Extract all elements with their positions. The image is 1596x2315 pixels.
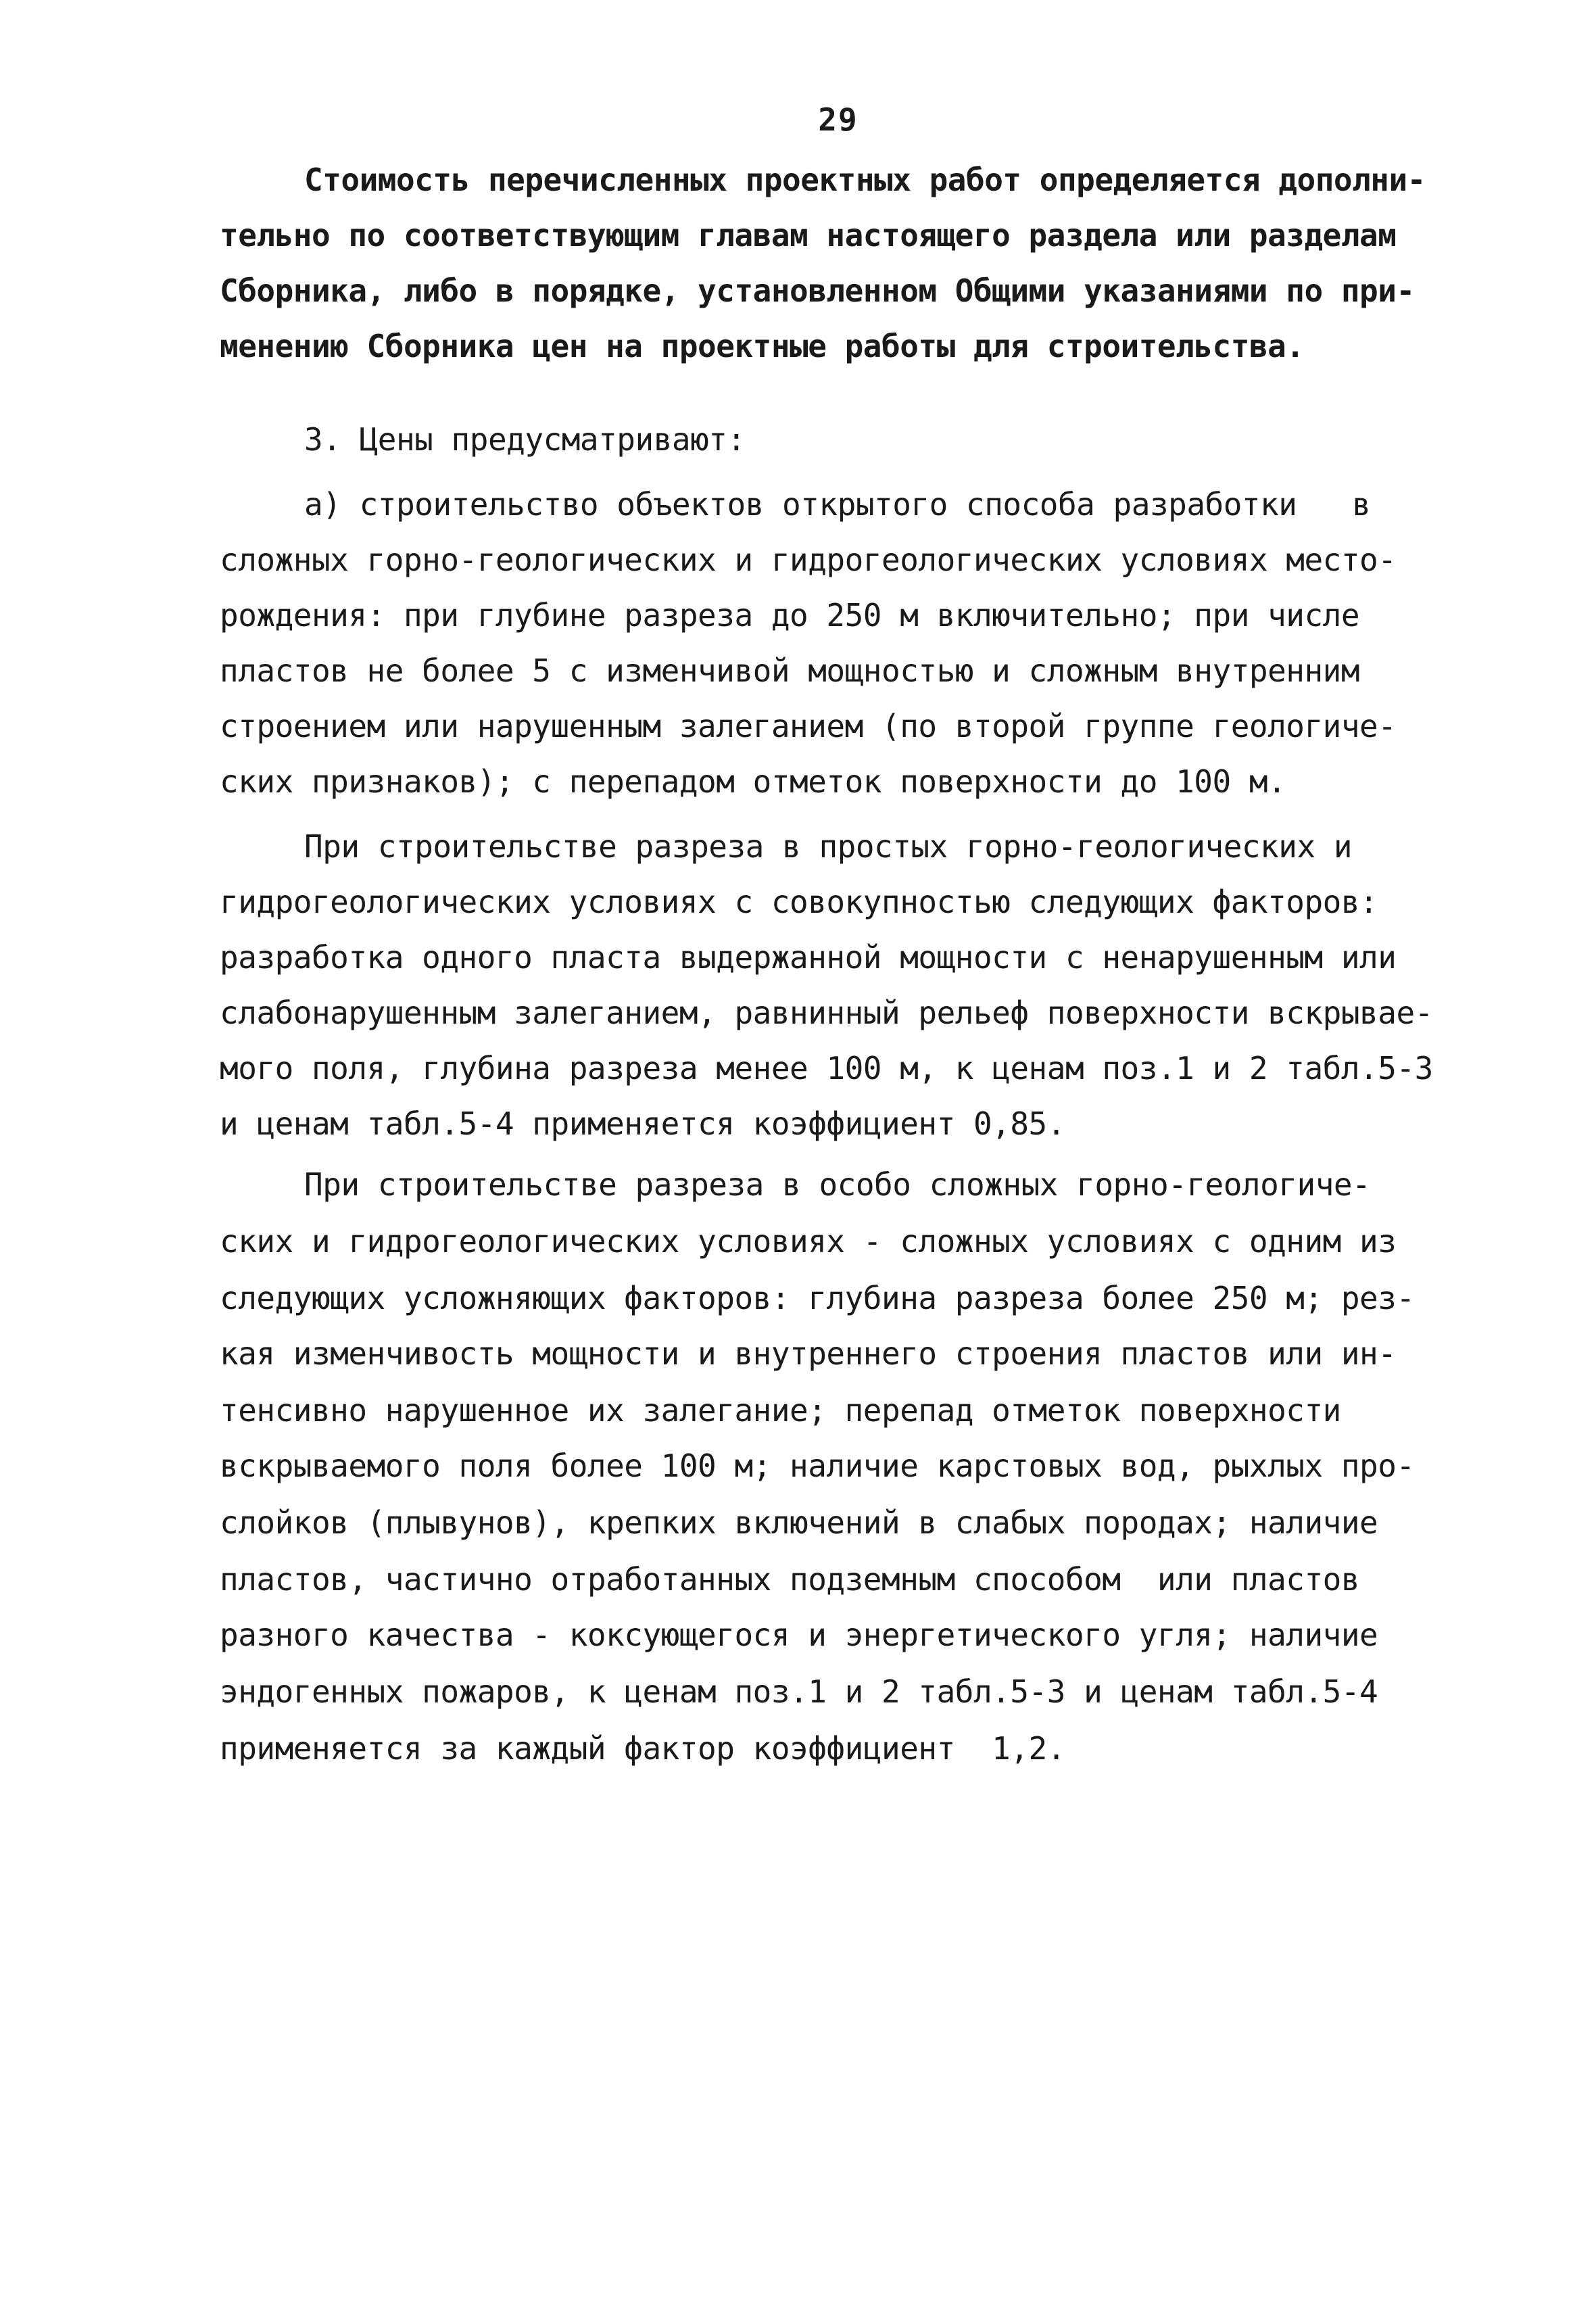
text-line: слабонарушенным залеганием, равнинный рельеф поверхности вскрывае- — [220, 995, 1433, 1031]
text-line: рождения: при глубине разреза до 250 м включительно; при числе — [220, 597, 1360, 634]
text-line: При строительстве разреза в особо сложных горно-геологиче- — [304, 1166, 1371, 1203]
text-line: Стоимость перечисленных проектных работ определяется дополни- — [304, 162, 1426, 198]
text-line: менению Сборника цен на проектные работы для строительства. — [220, 328, 1305, 364]
text-line: ских признаков); с перепадом отметок поверхности до 100 м. — [220, 763, 1286, 800]
text-line: разного качества - коксующегося и энергетического угля; наличие — [220, 1617, 1378, 1653]
text-line: ских и гидрогеологических условиях - сложных условиях с одним из — [220, 1223, 1397, 1260]
text-line: сложных горно-геологических и гидрогеологических условиях место- — [220, 542, 1397, 578]
text-line: применяется за каждый фактор коэффициент 1,2. — [220, 1730, 1065, 1767]
text-line: При строительстве разреза в простых горно-геологических и — [304, 828, 1353, 865]
text-line: слойков (плывунов), крепких включений в слабых породах; наличие — [220, 1504, 1378, 1541]
text-line: следующих усложняющих факторов: глубина разреза более 250 м; рез- — [220, 1280, 1415, 1316]
text-line: пластов не более 5 с изменчивой мощностью и сложным внутренним — [220, 652, 1360, 689]
text-line: эндогенных пожаров, к ценам поз.1 и 2 табл.5-3 и ценам табл.5-4 — [220, 1673, 1378, 1710]
text-line: гидрогеологических условиях с совокупностью следующих факторов: — [220, 884, 1378, 920]
text-line: тельно по соответствующим главам настоящего раздела или разделам — [220, 217, 1397, 254]
text-line: 3. Цены предусматривают: — [304, 421, 746, 458]
page-number: 29 — [818, 101, 859, 138]
text-line: вскрываемого поля более 100 м; наличие карстовых вод, рыхлых про- — [220, 1448, 1415, 1484]
text-line: строением или нарушенным залеганием (по второй группе геологиче- — [220, 708, 1397, 744]
text-line: разработка одного пласта выдержанной мощности с ненарушенным или — [220, 939, 1397, 976]
text-line: а) строительство объектов открытого способа разработки в — [304, 486, 1371, 523]
text-line: пластов, частично отработанных подземным способом или пластов — [220, 1561, 1360, 1598]
text-line: кая изменчивость мощности и внутреннего строения пластов или ин- — [220, 1335, 1397, 1372]
text-line: тенсивно нарушенное их залегание; перепад отметок поверхности — [220, 1392, 1341, 1429]
text-line: мого поля, глубина разреза менее 100 м, к ценам поз.1 и 2 табл.5-3 — [220, 1050, 1433, 1087]
text-line: Сборника, либо в порядке, установленном Общими указаниями по при- — [220, 272, 1415, 309]
text-line: и ценам табл.5-4 применяется коэффициент 0,85. — [220, 1105, 1065, 1142]
